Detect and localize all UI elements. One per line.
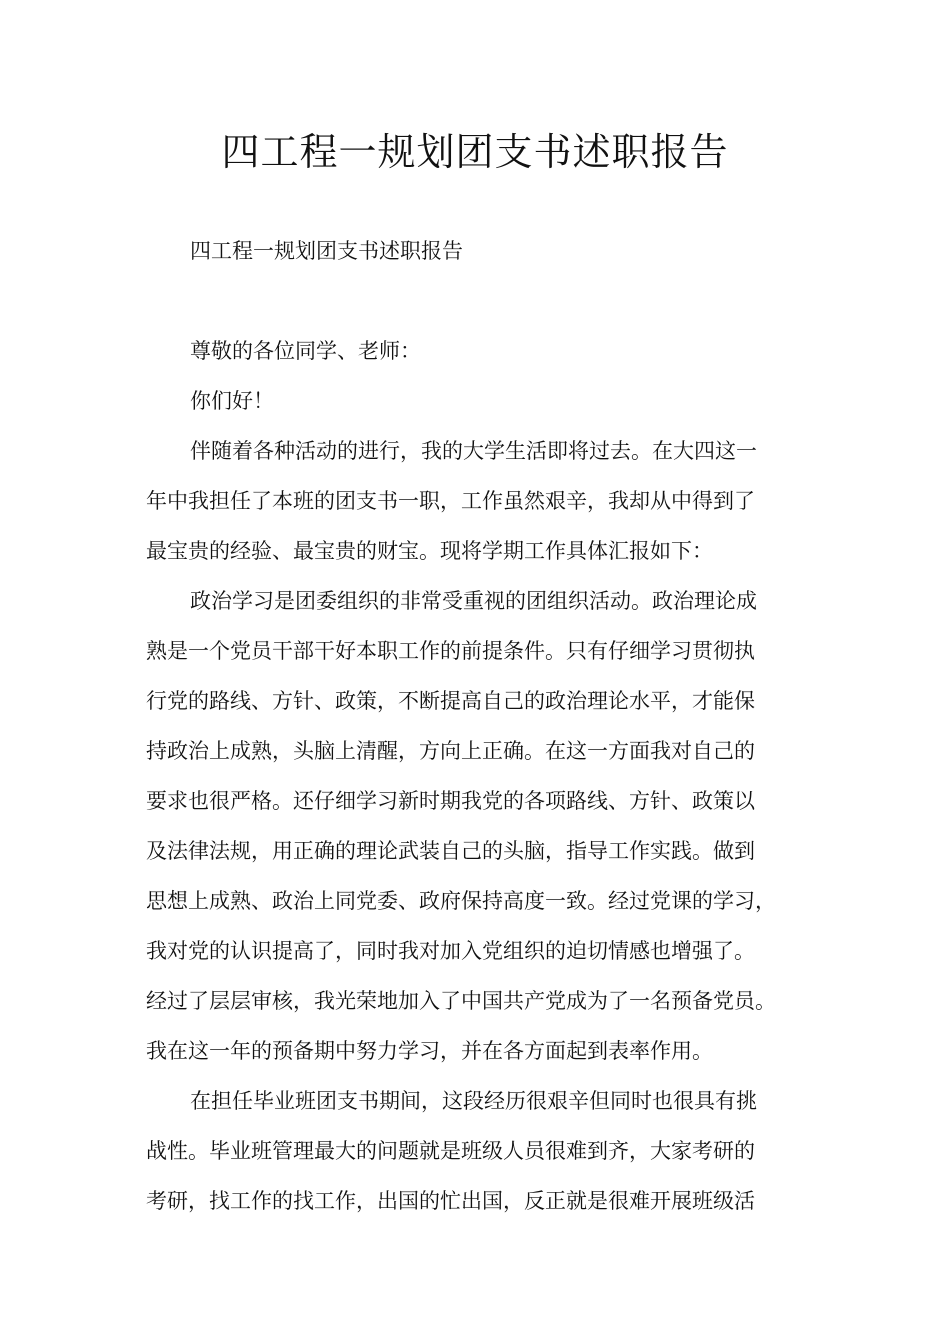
text-line: 持政治上成熟，头脑上清醒，方向上正确。在这一方面我对自己的 <box>146 739 755 763</box>
text-line: 伴随着各种活动的进行，我的大学生活即将过去。在大四这一 <box>190 439 757 463</box>
text-line: 要求也很严格。还仔细学习新时期我党的各项路线、方针、政策以 <box>146 789 755 813</box>
text-line: 我在这一年的预备期中努力学习，并在各方面起到表率作用。 <box>146 1039 713 1063</box>
text-line: 我对党的认识提高了，同时我对加入党组织的迫切情感也增强了。 <box>146 939 755 963</box>
text-line: 经过了层层审核，我光荣地加入了中国共产党成为了一名预备党员。 <box>146 989 776 1013</box>
text-line: 熟是一个党员干部干好本职工作的前提条件。只有仔细学习贯彻执 <box>146 639 755 663</box>
text-line: 年中我担任了本班的团支书一职，工作虽然艰辛，我却从中得到了 <box>146 489 755 513</box>
document-title: 四工程一规划团支书述职报告 <box>221 130 729 174</box>
salutation: 尊敬的各位同学、老师： <box>190 339 421 363</box>
text-line: 及法律法规，用正确的理论武装自己的头脑，指导工作实践。做到 <box>146 839 755 863</box>
text-line: 思想上成熟、政治上同党委、政府保持高度一致。经过党课的学习， <box>146 889 776 913</box>
document-subtitle: 四工程一规划团支书述职报告 <box>190 239 463 263</box>
text-line: 考研，找工作的找工作，出国的忙出国，反正就是很难开展班级活 <box>146 1189 755 1213</box>
text-line: 行党的路线、方针、政策，不断提高自己的政治理论水平，才能保 <box>146 689 755 713</box>
greeting: 你们好！ <box>190 389 274 413</box>
text-line: 最宝贵的经验、最宝贵的财宝。现将学期工作具体汇报如下： <box>146 539 713 563</box>
text-line: 政治学习是团委组织的非常受重视的团组织活动。政治理论成 <box>190 589 757 613</box>
text-line: 在担任毕业班团支书期间，这段经历很艰辛但同时也很具有挑 <box>190 1089 757 1113</box>
text-line: 战性。毕业班管理最大的问题就是班级人员很难到齐，大家考研的 <box>146 1139 755 1163</box>
